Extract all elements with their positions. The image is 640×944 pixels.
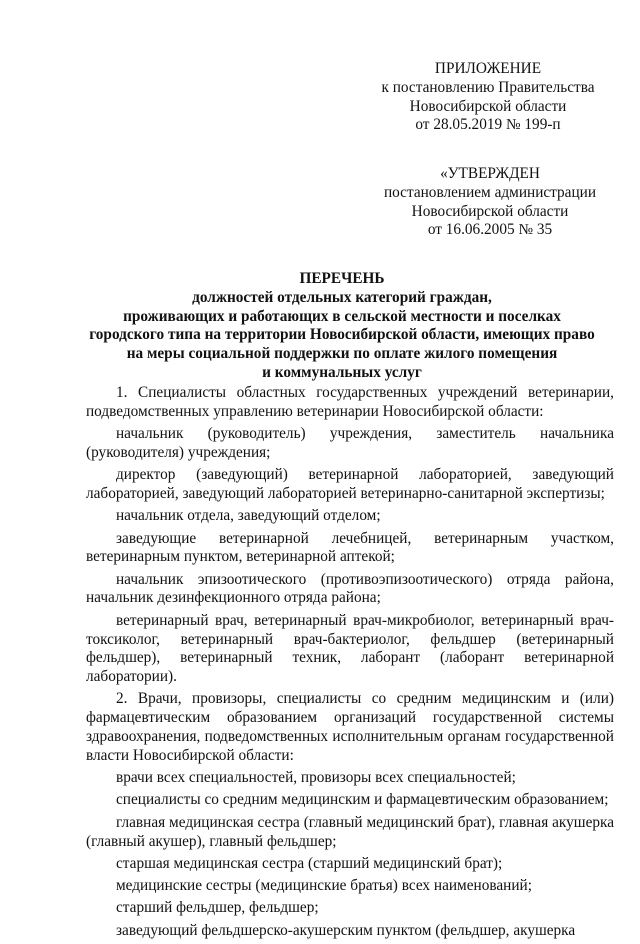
appendix-line: ПРИЛОЖЕНИЕ bbox=[434, 60, 542, 77]
title-line: городского типа на территории Новосибирской области, имеющих право bbox=[89, 326, 595, 344]
title-line: и коммунальных услуг bbox=[262, 363, 422, 381]
approved-line: Новосибирской области bbox=[411, 202, 569, 220]
body-paragraph: старшая медицинская сестра (старший медицинский брат); bbox=[116, 854, 503, 872]
body-paragraph: старший фельдшер, фельдшер; bbox=[116, 899, 319, 917]
title-line: проживающих и работающих в сельской местности и поселках bbox=[123, 307, 561, 325]
title-line: должностей отдельных категорий граждан, bbox=[192, 288, 492, 306]
approved-line: «УТВЕРЖДЕН bbox=[440, 165, 540, 182]
approved-line: от 16.06.2005 № 35 bbox=[427, 221, 553, 239]
appendix-block bbox=[363, 60, 613, 135]
appendix-line: от 28.05.2019 № 199-п bbox=[415, 116, 561, 134]
body-paragraph: 1. Специалисты областных государственных учреждений ветеринарии, подведомственных управлению ветеринарии Новосибирской области: bbox=[86, 384, 614, 420]
body-paragraph: заведующий фельдшерско-акушерским пунктом (фельдшер, акушерка bbox=[116, 921, 576, 939]
document-title bbox=[72, 270, 612, 383]
title-heading: ПЕРЕЧЕНЬ bbox=[299, 270, 385, 287]
body-paragraph: 2. Врачи, провизоры, специалисты со средним медицинским и (или) фармацевтическим образованием организаций государственной системы здравоохранения, подведомственных исполнительным органам государственной власти Новосибирской области: bbox=[86, 690, 614, 764]
document-body bbox=[86, 384, 614, 944]
body-paragraph: начальник отдела, заведующий отделом; bbox=[116, 507, 381, 525]
body-paragraph: медицинские сестры (медицинские братья) всех наименований; bbox=[116, 877, 532, 895]
body-paragraph: главная медицинская сестра (главный медицинский брат), главная акушерка (главный акушер), главный фельдшер; bbox=[86, 813, 614, 850]
approved-block bbox=[365, 165, 615, 240]
approved-line: постановлением администрации bbox=[383, 183, 597, 201]
body-paragraph: ветеринарный врач, ветеринарный врач-микробиолог, ветеринарный врач-токсиколог, ветеринарный врач-бактериолог, фельдшер (ветеринарный фельдшер), ветеринарный техник, лаборант (лаборант ветеринарной лаборатории). bbox=[86, 611, 614, 686]
body-paragraph: врачи всех специальностей, провизоры всех специальностей; bbox=[116, 769, 516, 787]
body-paragraph: начальник эпизоотического (противоэпизоотического) отряда района, начальник дезинфекционного отряда района; bbox=[86, 570, 614, 607]
title-line: на меры социальной поддержки по оплате жилого помещения bbox=[126, 345, 558, 363]
body-paragraph: специалисты со средним медицинским и фармацевтическим образованием; bbox=[116, 791, 609, 809]
body-paragraph: директор (заведующий) ветеринарной лабораторией, заведующий лабораторией, заведующий лабораторией ветеринарно-санитарной экспертизы; bbox=[86, 466, 614, 502]
appendix-line: Новосибирской области bbox=[409, 97, 567, 115]
body-paragraph: заведующие ветеринарной лечебницей, ветеринарным участком, ветеринарным пунктом, ветеринарной аптекой; bbox=[86, 529, 614, 566]
body-paragraph: начальник (руководитель) учреждения, заместитель начальника (руководителя) учреждения; bbox=[86, 425, 614, 461]
appendix-line: к постановлению Правительства bbox=[381, 78, 595, 96]
